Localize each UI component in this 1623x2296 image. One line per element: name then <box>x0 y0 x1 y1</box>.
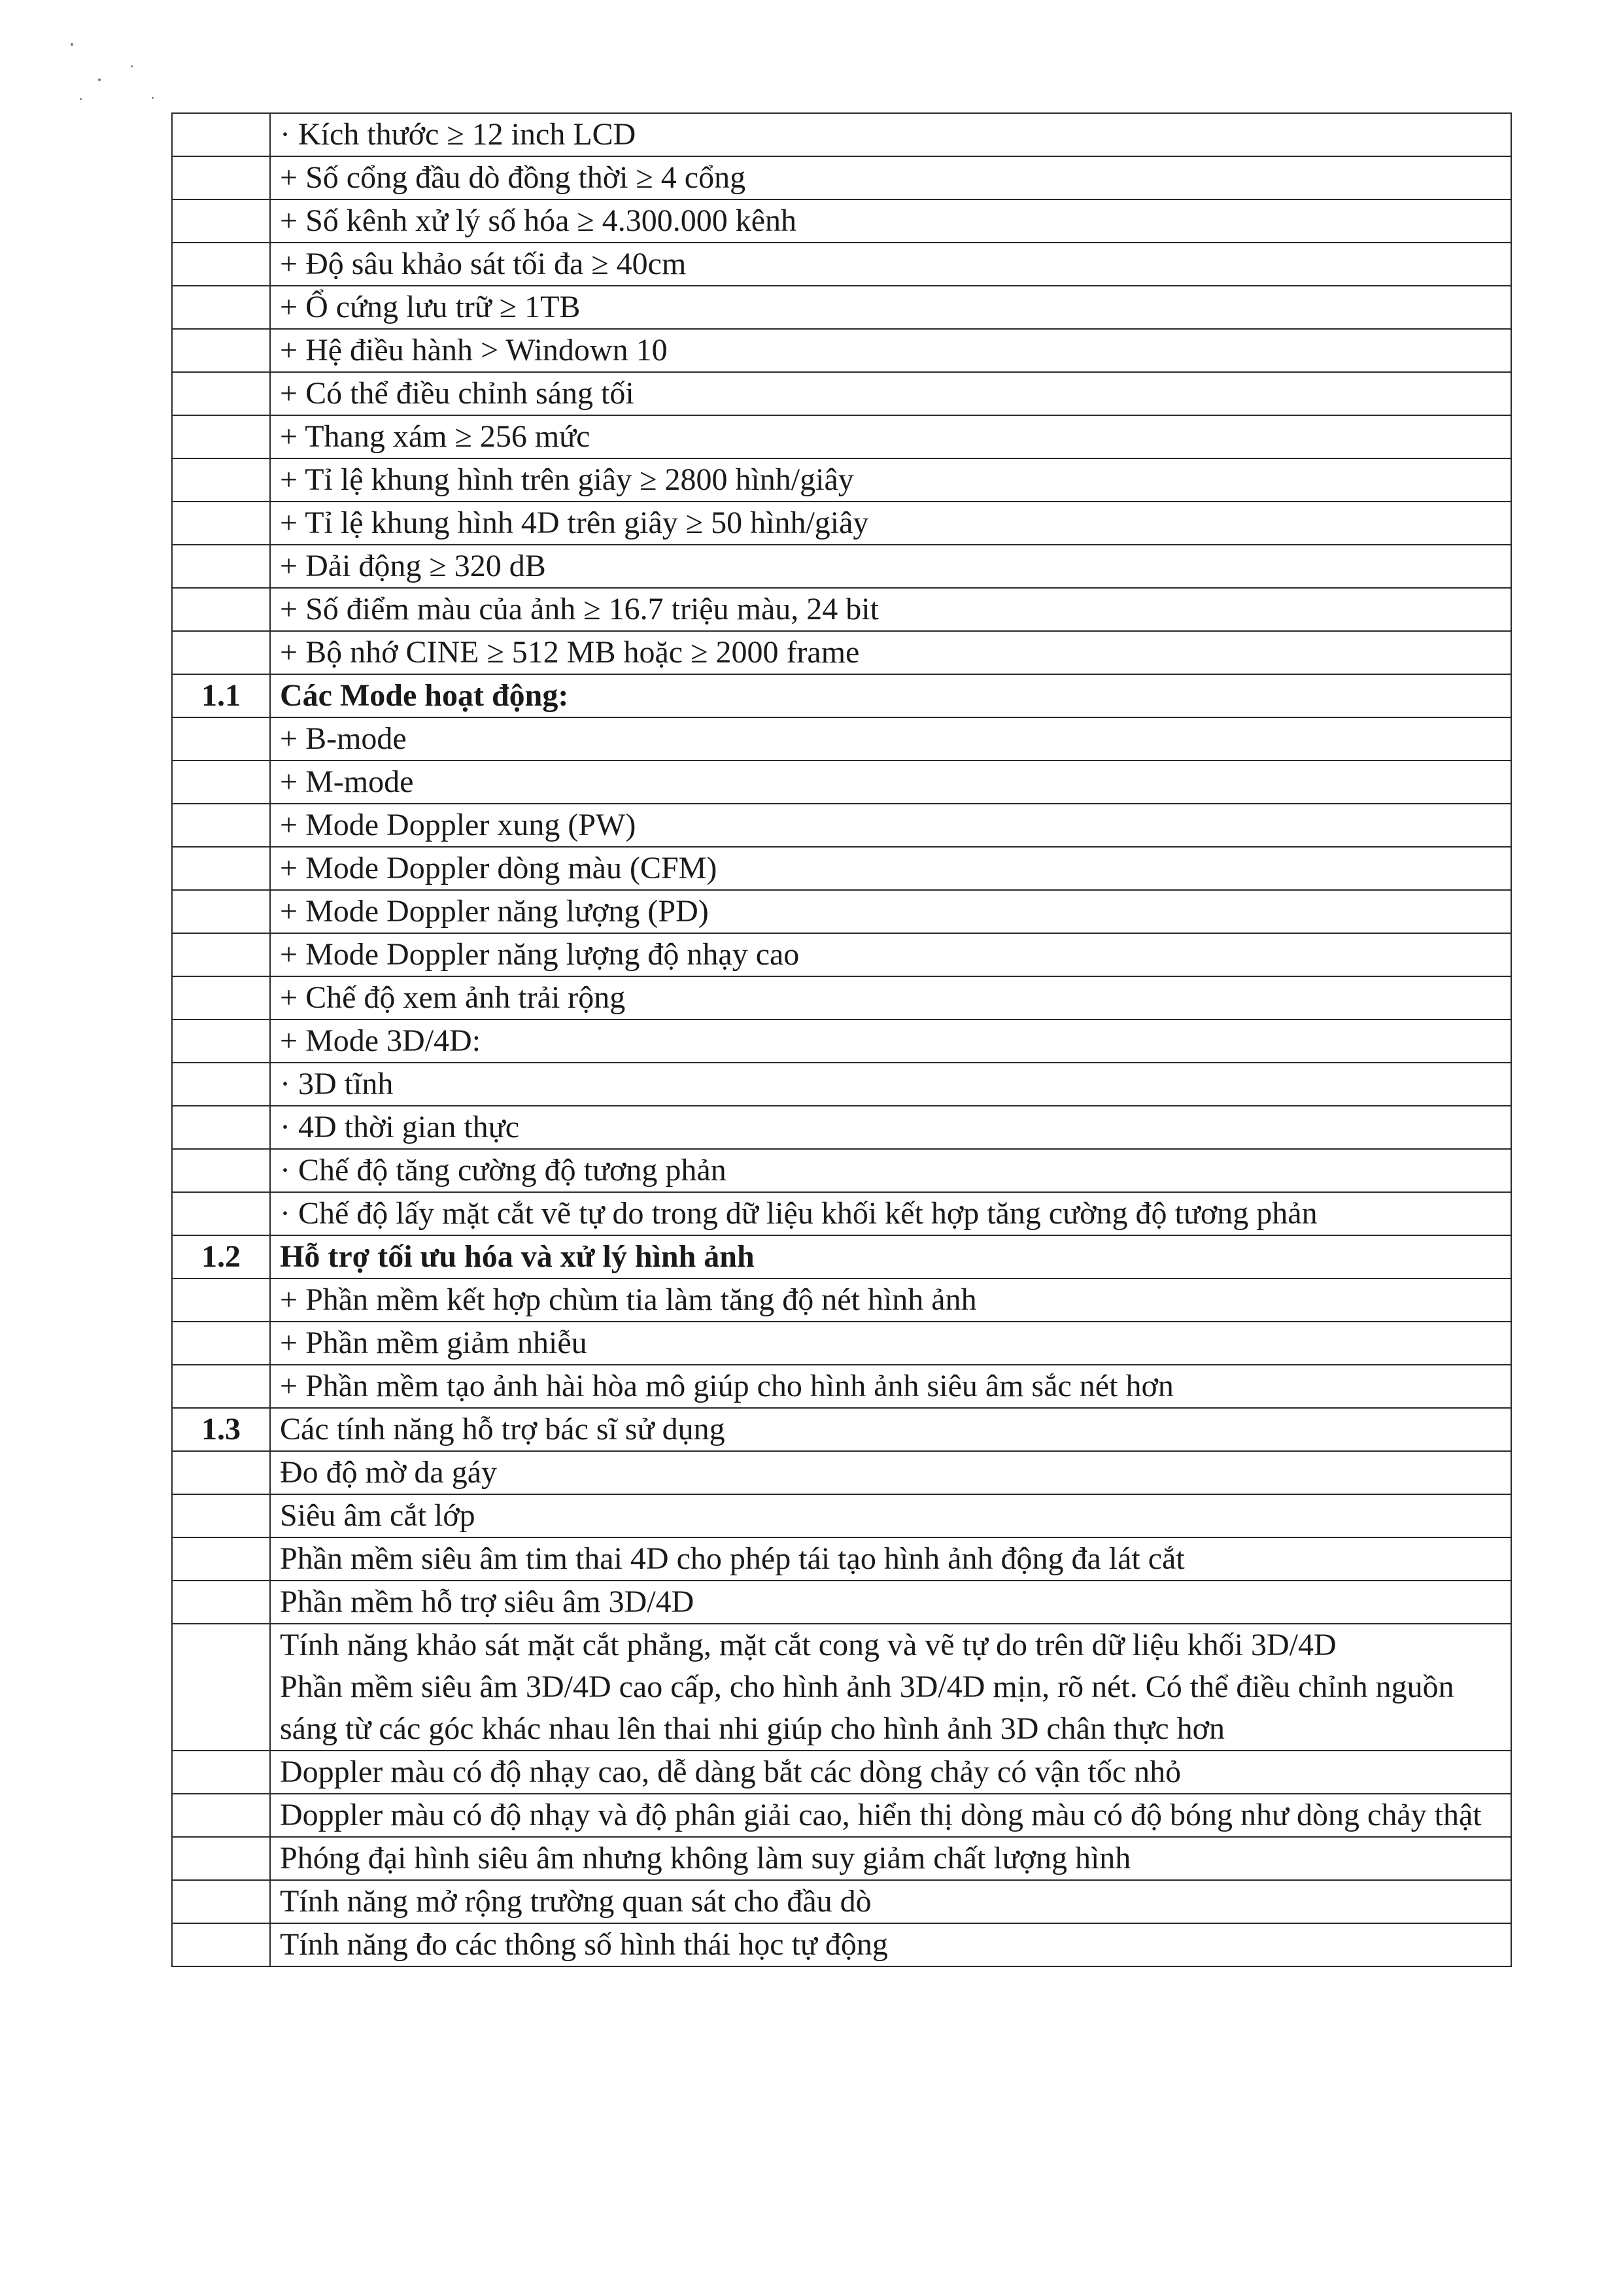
specification-text-cell: · Chế độ lấy mặt cắt vẽ tự do trong dữ liệu khối kết hợp tăng cường độ tương phản <box>270 1192 1511 1235</box>
specification-text-cell: Phóng đại hình siêu âm nhưng không làm suy giảm chất lượng hình <box>270 1837 1511 1880</box>
specification-text-cell: + Phần mềm kết hợp chùm tia làm tăng độ nét hình ảnh <box>270 1278 1511 1322</box>
section-number-cell <box>172 631 270 674</box>
table-row <box>172 1063 1511 1106</box>
table-row <box>172 502 1511 545</box>
table-row <box>172 1451 1511 1494</box>
specification-text-cell: + Tỉ lệ khung hình 4D trên giây ≥ 50 hình/giây <box>270 502 1511 545</box>
table-row <box>172 199 1511 243</box>
specification-text-cell: + Số kênh xử lý số hóa ≥ 4.300.000 kênh <box>270 199 1511 243</box>
specification-paragraph: Tính năng khảo sát mặt cắt phẳng, mặt cắt cong và vẽ tự do trên dữ liệu khối 3D/4D <box>280 1628 1337 1662</box>
specification-text-cell: · 4D thời gian thực <box>270 1106 1511 1149</box>
section-number-cell <box>172 415 270 458</box>
section-number-cell <box>172 890 270 933</box>
table-row <box>172 1235 1511 1278</box>
scan-speck <box>152 97 154 99</box>
specification-text-cell: Tính năng đo các thông số hình thái học tự động <box>270 1923 1511 1966</box>
specification-text-cell: Đo độ mờ da gáy <box>270 1451 1511 1494</box>
specification-text-cell: + Có thể điều chỉnh sáng tối <box>270 372 1511 415</box>
table-row <box>172 156 1511 199</box>
table-row <box>172 1537 1511 1581</box>
specification-text-cell: Siêu âm cắt lớp <box>270 1494 1511 1537</box>
table-row <box>172 1278 1511 1322</box>
specification-table <box>171 112 1512 1967</box>
specification-text-cell: Phần mềm siêu âm tim thai 4D cho phép tái tạo hình ảnh động đa lát cắt <box>270 1537 1511 1581</box>
specification-text-cell: + Mode Doppler dòng màu (CFM) <box>270 847 1511 890</box>
scan-speck <box>80 98 82 100</box>
section-number-cell <box>172 243 270 286</box>
table-row <box>172 1624 1511 1751</box>
specification-text-cell: Hỗ trợ tối ưu hóa và xử lý hình ảnh <box>270 1235 1511 1278</box>
table-row <box>172 286 1511 329</box>
specification-text-cell: + B-mode <box>270 717 1511 761</box>
section-number-cell <box>172 1149 270 1192</box>
table-row <box>172 1365 1511 1408</box>
section-number-cell <box>172 588 270 631</box>
section-number-cell <box>172 847 270 890</box>
table-row <box>172 113 1511 156</box>
section-number-cell <box>172 1278 270 1322</box>
specification-text-cell: Phần mềm hỗ trợ siêu âm 3D/4D <box>270 1581 1511 1624</box>
specification-text-cell: + Mode 3D/4D: <box>270 1019 1511 1063</box>
specification-text-cell: Tính năng mở rộng trường quan sát cho đầu dò <box>270 1880 1511 1923</box>
table-row <box>172 1794 1511 1837</box>
section-number-cell <box>172 1923 270 1966</box>
specification-text-cell: Doppler màu có độ nhạy và độ phân giải cao, hiển thị dòng màu có độ bóng như dòng chảy thật <box>270 1794 1511 1837</box>
specification-text-cell: + Mode Doppler xung (PW) <box>270 804 1511 847</box>
specification-text-cell: + Số điểm màu của ảnh ≥ 16.7 triệu màu, 24 bit <box>270 588 1511 631</box>
specification-table-body <box>172 113 1511 1966</box>
specification-text-cell: + Ổ cứng lưu trữ ≥ 1TB <box>270 286 1511 329</box>
section-number-cell <box>172 1624 270 1751</box>
section-number-cell <box>172 199 270 243</box>
table-row <box>172 976 1511 1019</box>
specification-paragraph: Phần mềm siêu âm 3D/4D cao cấp, cho hình ảnh 3D/4D mịn, rõ nét. Có thể điều chỉnh nguồn sáng từ các góc khác nhau lên thai nhi giúp cho hình ảnh 3D chân thực hơn <box>280 1670 1454 1746</box>
table-row <box>172 1019 1511 1063</box>
specification-text-cell: + Mode Doppler năng lượng (PD) <box>270 890 1511 933</box>
specification-text-cell: + Mode Doppler năng lượng độ nhạy cao <box>270 933 1511 976</box>
section-number-cell <box>172 1794 270 1837</box>
table-row <box>172 588 1511 631</box>
section-number-cell <box>172 1365 270 1408</box>
specification-text-cell: + Độ sâu khảo sát tối đa ≥ 40cm <box>270 243 1511 286</box>
specification-text-cell: + Dải động ≥ 320 dB <box>270 545 1511 588</box>
section-number-cell <box>172 1494 270 1537</box>
section-number-cell <box>172 372 270 415</box>
table-row <box>172 717 1511 761</box>
table-row <box>172 372 1511 415</box>
section-number-cell <box>172 458 270 502</box>
section-number-cell <box>172 976 270 1019</box>
specification-text-cell: Các tính năng hỗ trợ bác sĩ sử dụng <box>270 1408 1511 1451</box>
table-row <box>172 1106 1511 1149</box>
specification-text-cell: + Phần mềm giảm nhiễu <box>270 1322 1511 1365</box>
table-row <box>172 804 1511 847</box>
table-row <box>172 933 1511 976</box>
section-number-cell <box>172 1322 270 1365</box>
table-row <box>172 458 1511 502</box>
table-row <box>172 1581 1511 1624</box>
section-number-cell: 1.1 <box>172 674 270 717</box>
specification-text-cell: Doppler màu có độ nhạy cao, dễ dàng bắt các dòng chảy có vận tốc nhỏ <box>270 1751 1511 1794</box>
section-number-cell <box>172 1837 270 1880</box>
table-row <box>172 545 1511 588</box>
table-row <box>172 847 1511 890</box>
specification-text-cell: + Thang xám ≥ 256 mức <box>270 415 1511 458</box>
section-number-cell <box>172 156 270 199</box>
specification-text-cell: + Bộ nhớ CINE ≥ 512 MB hoặc ≥ 2000 frame <box>270 631 1511 674</box>
specification-text-cell: · Chế độ tăng cường độ tương phản <box>270 1149 1511 1192</box>
table-row <box>172 1923 1511 1966</box>
section-number-cell <box>172 545 270 588</box>
table-row <box>172 415 1511 458</box>
section-number-cell <box>172 717 270 761</box>
section-number-cell <box>172 502 270 545</box>
specification-text-cell: + Chế độ xem ảnh trải rộng <box>270 976 1511 1019</box>
scan-speck <box>71 43 73 46</box>
section-number-cell <box>172 1106 270 1149</box>
specification-text-cell: + Hệ điều hành > Windown 10 <box>270 329 1511 372</box>
section-number-cell <box>172 761 270 804</box>
table-row <box>172 1322 1511 1365</box>
table-row <box>172 1192 1511 1235</box>
scan-speck <box>131 65 133 67</box>
section-number-cell <box>172 113 270 156</box>
scan-speck <box>98 78 101 81</box>
table-row <box>172 890 1511 933</box>
section-number-cell <box>172 933 270 976</box>
table-row <box>172 1408 1511 1451</box>
table-row <box>172 674 1511 717</box>
section-number-cell <box>172 1751 270 1794</box>
section-number-cell <box>172 1537 270 1581</box>
section-number-cell <box>172 329 270 372</box>
specification-text-cell: + Tỉ lệ khung hình trên giây ≥ 2800 hình/giây <box>270 458 1511 502</box>
specification-text-cell <box>270 1624 1511 1751</box>
section-number-cell <box>172 1581 270 1624</box>
table-row <box>172 1149 1511 1192</box>
specification-text-cell: + Số cổng đầu dò đồng thời ≥ 4 cổng <box>270 156 1511 199</box>
section-number-cell <box>172 1063 270 1106</box>
specification-text-cell: · 3D tĩnh <box>270 1063 1511 1106</box>
section-number-cell <box>172 1192 270 1235</box>
specification-text-cell: · Kích thước ≥ 12 inch LCD <box>270 113 1511 156</box>
table-row <box>172 1751 1511 1794</box>
specification-text-cell: + M-mode <box>270 761 1511 804</box>
section-number-cell <box>172 286 270 329</box>
table-row <box>172 1880 1511 1923</box>
table-row <box>172 761 1511 804</box>
table-row <box>172 631 1511 674</box>
section-number-cell <box>172 1880 270 1923</box>
specification-text-cell: + Phần mềm tạo ảnh hài hòa mô giúp cho hình ảnh siêu âm sắc nét hơn <box>270 1365 1511 1408</box>
section-number-cell: 1.2 <box>172 1235 270 1278</box>
table-row <box>172 329 1511 372</box>
section-number-cell <box>172 804 270 847</box>
specification-text-cell: Các Mode hoạt động: <box>270 674 1511 717</box>
table-row <box>172 243 1511 286</box>
table-row <box>172 1494 1511 1537</box>
table-row <box>172 1837 1511 1880</box>
section-number-cell <box>172 1019 270 1063</box>
section-number-cell: 1.3 <box>172 1408 270 1451</box>
section-number-cell <box>172 1451 270 1494</box>
